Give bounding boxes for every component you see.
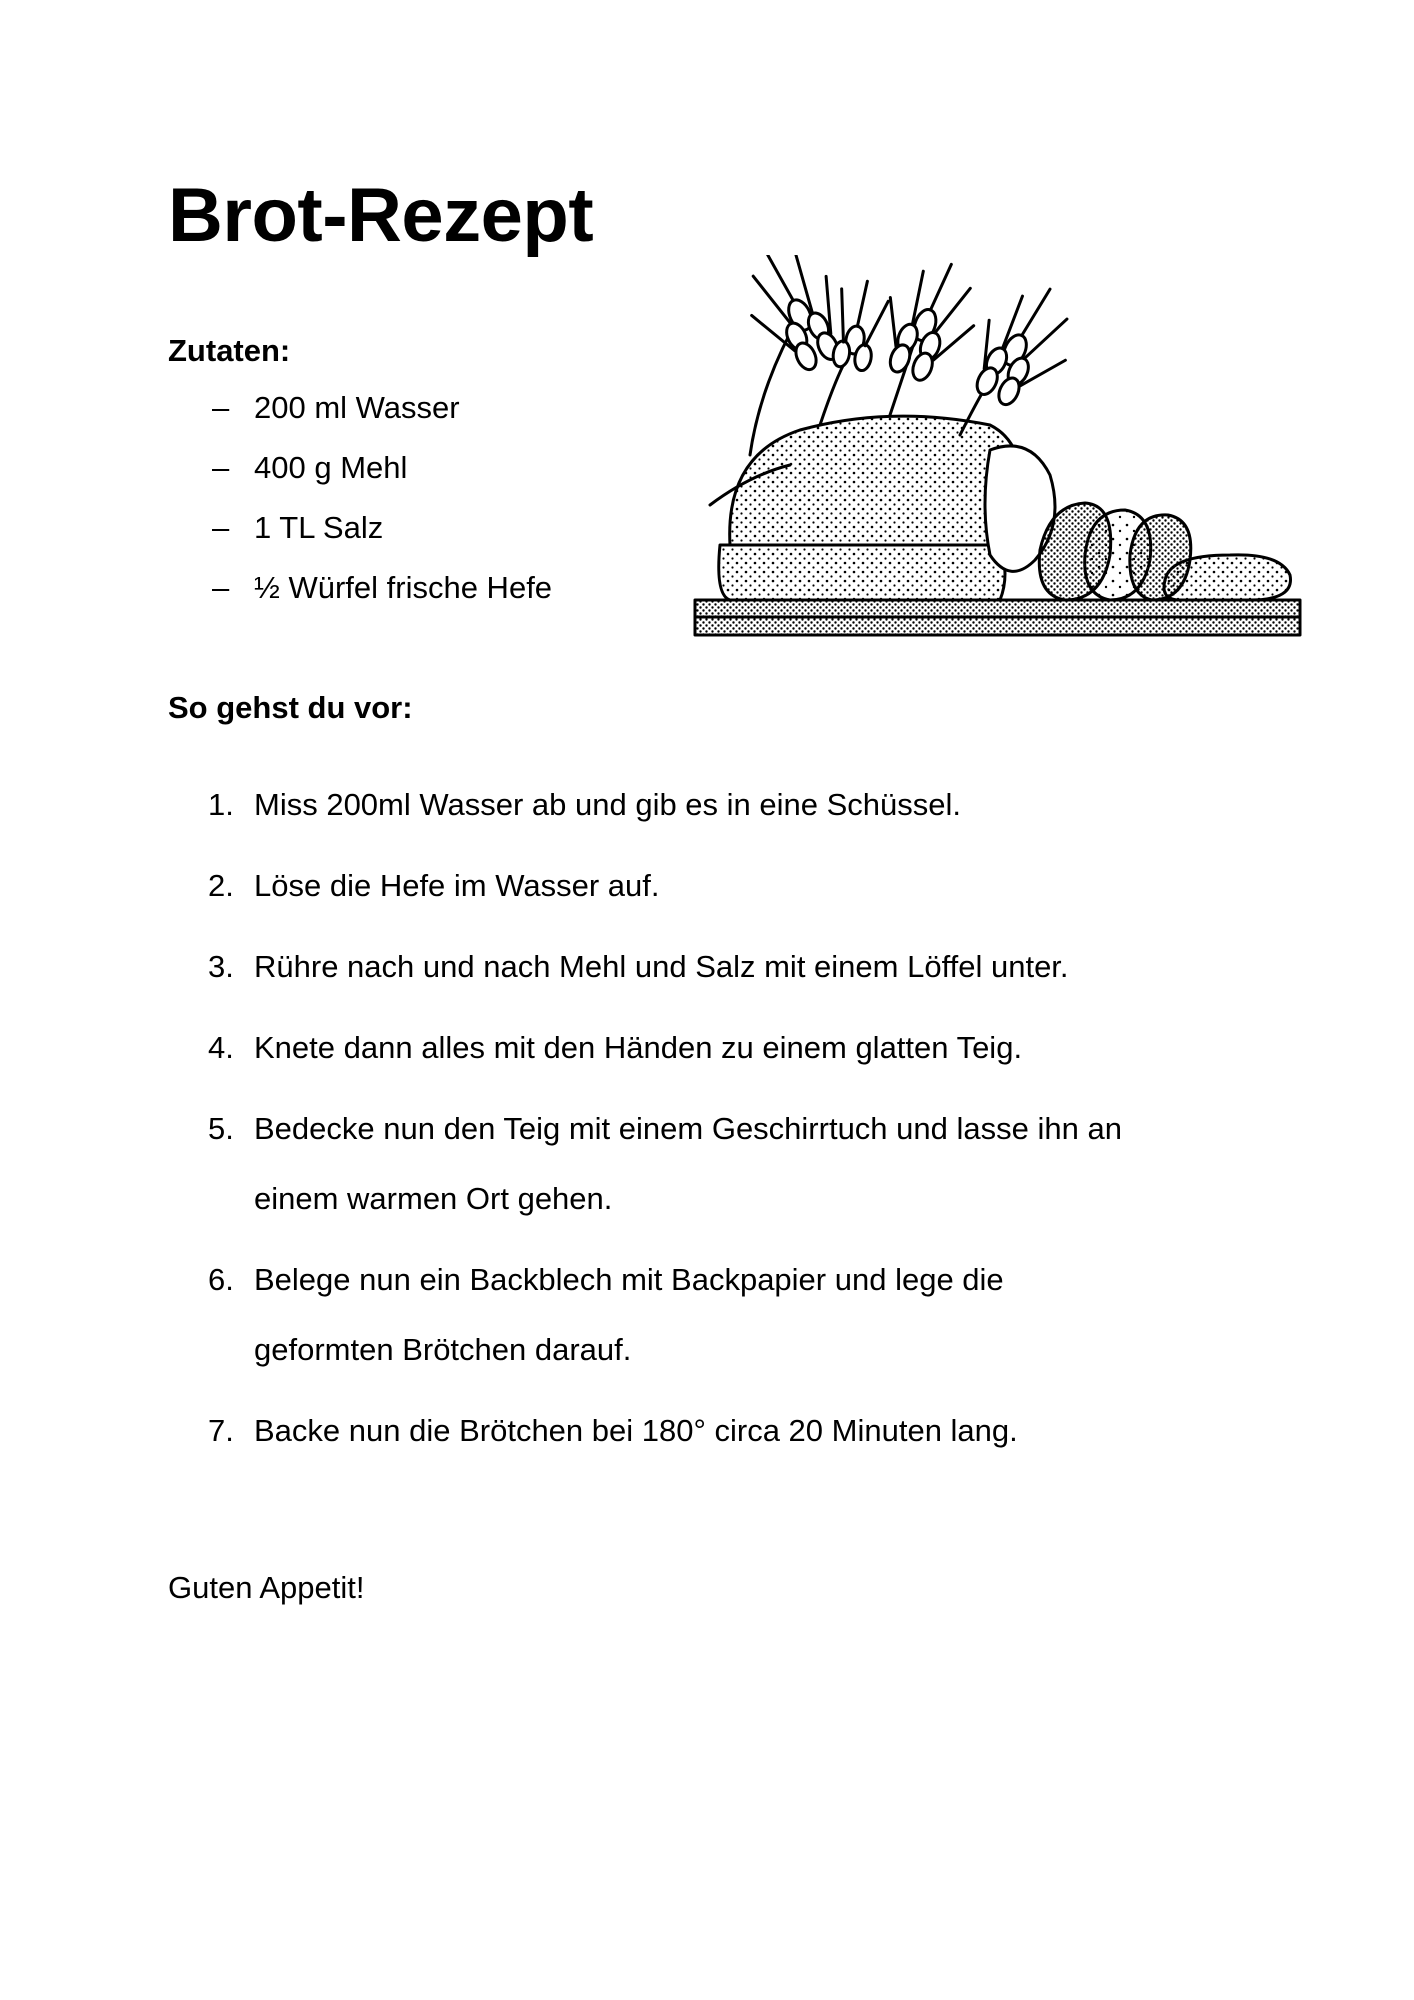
ingredients-list bbox=[168, 388, 552, 628]
step-number: 5. bbox=[208, 1111, 234, 1146]
step-text: Belege nun ein Backblech mit Backpapier und lege die geformten Brötchen darauf. bbox=[254, 1262, 1004, 1367]
step-item bbox=[168, 1094, 1214, 1234]
step-item bbox=[168, 1013, 1194, 1083]
closing-text: Guten Appetit! bbox=[168, 1570, 365, 1605]
step-text: Knete dann alles mit den Händen zu einem glatten Teig. bbox=[254, 1030, 1023, 1065]
step-number: 6. bbox=[208, 1262, 234, 1297]
steps-list bbox=[168, 770, 1248, 1477]
step-text: Miss 200ml Wasser ab und gib es in eine Schüssel. bbox=[254, 787, 962, 822]
ingredient-item bbox=[168, 448, 552, 508]
dash-icon: – bbox=[212, 570, 230, 605]
step-item bbox=[168, 851, 1194, 921]
ingredient-text: 200 ml Wasser bbox=[254, 390, 460, 425]
step-text: Bedecke nun den Teig mit einem Geschirrtuch und lasse ihn an einem warmen Ort gehen. bbox=[254, 1111, 1122, 1216]
ingredient-text: ½ Würfel frische Hefe bbox=[254, 570, 553, 605]
dash-icon: – bbox=[212, 450, 230, 485]
step-text: Backe nun die Brötchen bei 180° circa 20 Minuten lang. bbox=[254, 1413, 1018, 1448]
step-item bbox=[168, 932, 1194, 1002]
step-text: Löse die Hefe im Wasser auf. bbox=[254, 868, 660, 903]
step-number: 7. bbox=[208, 1413, 234, 1448]
ingredient-item bbox=[168, 508, 552, 568]
page-title: Brot-Rezept bbox=[168, 173, 594, 258]
step-text: Rühre nach und nach Mehl und Salz mit einem Löffel unter. bbox=[254, 949, 1069, 984]
ingredients-heading: Zutaten: bbox=[168, 333, 291, 368]
step-number: 2. bbox=[208, 868, 234, 903]
bread-with-wheat-illustration bbox=[690, 255, 1330, 680]
step-number: 4. bbox=[208, 1030, 234, 1065]
steps-heading: So gehst du vor: bbox=[168, 690, 413, 725]
dash-icon: – bbox=[212, 510, 230, 545]
step-item bbox=[168, 1396, 1214, 1466]
step-item bbox=[168, 1245, 1124, 1385]
ingredient-text: 400 g Mehl bbox=[254, 450, 408, 485]
step-number: 3. bbox=[208, 949, 234, 984]
ingredient-item bbox=[168, 568, 552, 628]
ingredient-text: 1 TL Salz bbox=[254, 510, 384, 545]
ingredient-item bbox=[168, 388, 552, 448]
step-item bbox=[168, 770, 1194, 840]
step-number: 1. bbox=[208, 787, 234, 822]
dash-icon: – bbox=[212, 390, 230, 425]
